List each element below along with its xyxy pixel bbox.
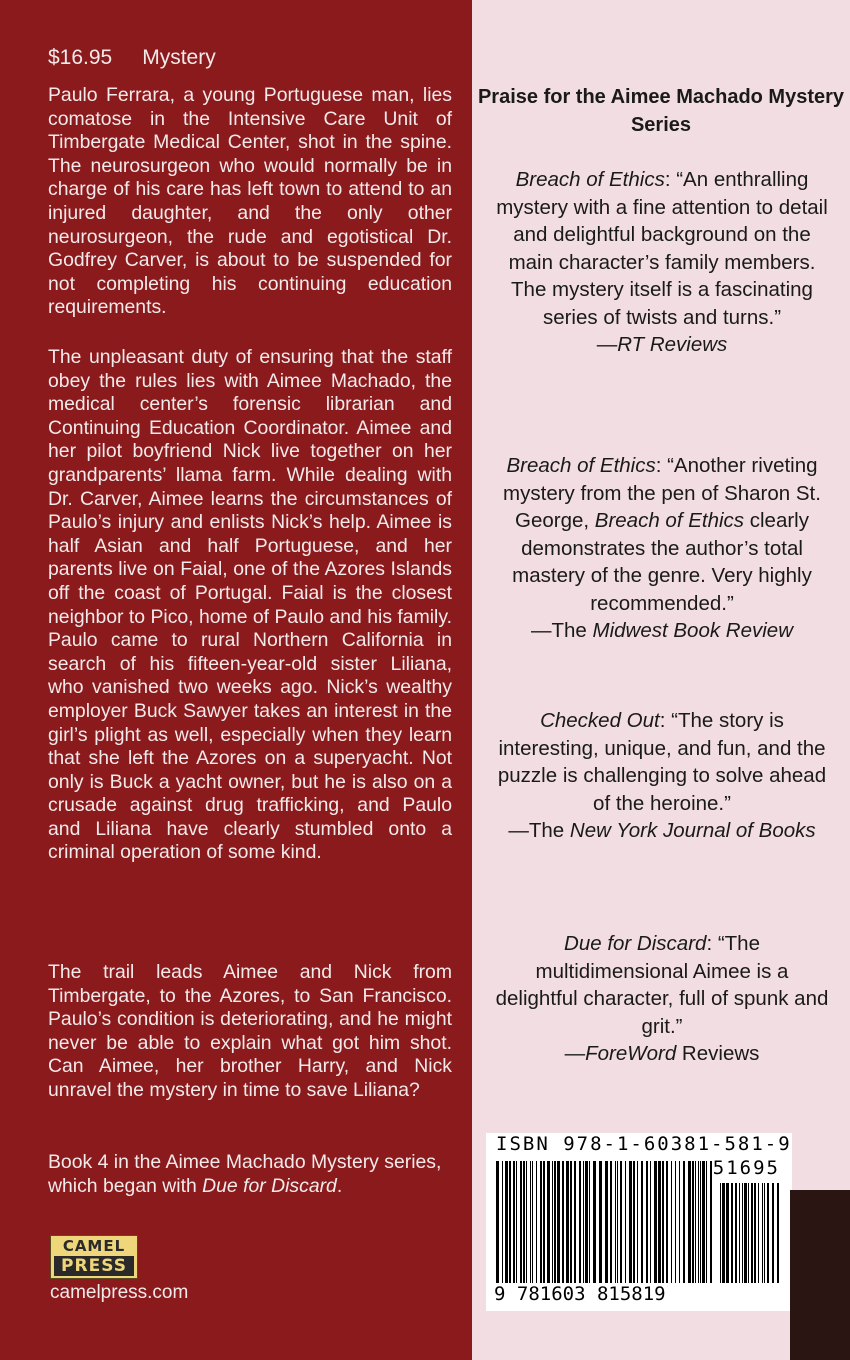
barcode-bar [748, 1183, 749, 1283]
praise-quote [492, 452, 832, 645]
barcode-bar [520, 1161, 522, 1283]
attr-prefix: —The [530, 619, 593, 642]
quote-text: : “The multidimensional Aimee is a delightful character, full of spunk and grit.” [495, 932, 829, 1038]
blurb-paragraph-3: The trail leads Aimee and Nick from Timbergate, to the Azores, to San Francisco. Paulo’s condition is deteriorating, and he might never be able to explain what got him shot. Can Aimee, her brother Harry, and Nick unravel the mystery in time to save Liliana? [48, 961, 452, 1101]
barcode-bar [579, 1161, 581, 1283]
barcode-bar [605, 1161, 608, 1283]
barcode-bar [762, 1183, 763, 1283]
series-first-title: Due for Discard [202, 1174, 337, 1197]
barcode-bar [617, 1161, 618, 1283]
barcode-bar [536, 1161, 537, 1283]
spine-edge-block [790, 1190, 850, 1360]
barcode-bars-addon [718, 1183, 782, 1283]
praise-title [472, 83, 850, 139]
barcode-bar [526, 1161, 527, 1283]
attr-prefix: — [564, 1042, 586, 1065]
quote-book-title: Checked Out [540, 709, 660, 732]
quote-attribution [492, 617, 832, 645]
barcode-bar [654, 1161, 657, 1283]
quote-attribution [492, 1040, 832, 1068]
barcode-bar [772, 1183, 774, 1283]
barcode-bar [764, 1183, 765, 1283]
barcode-bar [637, 1161, 638, 1283]
barcode-bar [523, 1161, 525, 1283]
barcode-bar [557, 1161, 560, 1283]
barcode-bar [552, 1161, 553, 1283]
quote-book-title: Due for Discard [564, 932, 707, 955]
quote-attribution [492, 817, 832, 845]
barcode-bar [695, 1161, 696, 1283]
barcode-bar [658, 1161, 661, 1283]
barcode-bar [641, 1161, 643, 1283]
barcode-bar [777, 1183, 779, 1283]
praise-quote [492, 930, 832, 1068]
price-genre-line [48, 46, 216, 70]
barcode-bar [720, 1183, 721, 1283]
barcode-bar [543, 1161, 545, 1283]
barcode-bar [692, 1161, 694, 1283]
barcode-bar [767, 1183, 769, 1283]
quote-text: : “An enthralling mystery with a fine attention to detail and delightful background on the main character’s family members. The mystery itself is a fascinating series of twists and turns.” [496, 168, 828, 329]
barcode-bar [698, 1161, 699, 1283]
barcode-bar [562, 1161, 564, 1283]
barcode-bar [700, 1161, 701, 1283]
barcode-bar [744, 1183, 747, 1283]
barcode-bar [540, 1161, 542, 1283]
barcode-bar [589, 1161, 590, 1283]
barcode-bar [735, 1183, 737, 1283]
quote-book-title: Breach of Ethics [515, 168, 665, 191]
quote-text: : “The story is interesting, unique, and fun, and the puzzle is challenging to solve ahead of the heroine.” [497, 709, 827, 815]
barcode-bar [731, 1183, 733, 1283]
quote-text-end: clearly demonstrates the author’s total mastery of the genre. Very highly recommended.” [512, 509, 812, 615]
barcode-bar [742, 1183, 743, 1283]
publisher-website: camelpress.com [50, 1282, 189, 1303]
praise-quote [492, 166, 832, 359]
barcode-bar [574, 1161, 576, 1283]
blurb-paragraph-2: The unpleasant duty of ensuring that the staff obey the rules lies with Aimee Machado, the medical center’s forensic librarian and Continuing Education Coordinator. Aimee and her pilot boyfriend Nick live together on her grandparents’ llama farm. While dealing with Dr. Carver, Aimee learns the circumstances of Paulo’s injury and enlists Nick’s help. Aimee is half Asian and half Portuguese, and her parents live on Faial, one of the Azores Islands off the coast of Portugal. Faial is the closest neighbor to Pico, home of Paulo and his family. Paulo came to rural Northern California in search of his fifteen-year-old sister Liliana, who vanished two weeks ago. Nick’s wealthy employer Buck Sawyer takes an interest in the girl’s plight as well, especially when they learn that she left the Azores on a superyacht. Not only is Buck a yacht owner, but he is also on a crusade against drug trafficking, and Paulo and Liliana have clearly stumbled onto a criminal operation of some kind. [48, 346, 452, 864]
quote-text: : “Another riveting mystery from the pen of Sharon St. George, [503, 454, 821, 532]
barcode-bar [688, 1161, 691, 1283]
series-note-end: . [336, 1174, 343, 1197]
isbn-barcode [486, 1133, 792, 1311]
attr-prefix: — [596, 333, 618, 356]
attr-suffix: Reviews [676, 1042, 760, 1065]
attr-source: RT Reviews [617, 333, 728, 356]
series-note-text: Book 4 in the Aimee Machado Mystery series, which began with [48, 1151, 442, 1197]
barcode-bar [722, 1183, 725, 1283]
blurb-paragraph-1: Paulo Ferrara, a young Portuguese man, lies comatose in the Intensive Care Unit of Timbergate Medical Center, shot in the spine. The neurosurgeon who would normally be in charge of his care has left town to attend to an injured daughter, and the only other neurosurgeon, the rude and egotistical Dr. Godfrey Carver, is about to be suspended for not completing his continuing education requirements. [48, 84, 452, 319]
price: $16.95 [48, 46, 113, 69]
barcode-bar [625, 1161, 626, 1283]
barcode-bar [683, 1161, 685, 1283]
barcode-bar [496, 1161, 499, 1283]
barcode-bar [666, 1161, 668, 1283]
isbn-label: ISBN 978-1-60381-581-9 [496, 1133, 792, 1155]
genre: Mystery [142, 46, 216, 69]
barcode-bar [505, 1161, 508, 1283]
barcode-bar [739, 1183, 740, 1283]
attr-source: ForeWord [585, 1042, 677, 1065]
attr-source: Midwest Book Review [592, 619, 794, 642]
barcode-bar [516, 1161, 517, 1283]
quote-attribution [492, 331, 832, 359]
barcode-bar [615, 1161, 616, 1283]
barcode-bar [726, 1183, 729, 1283]
barcode-bar [754, 1183, 756, 1283]
barcode-bar [570, 1161, 572, 1283]
barcode-bar [671, 1161, 672, 1283]
barcode-bar [662, 1161, 664, 1283]
barcode-bar [513, 1161, 515, 1283]
barcode-bar [554, 1161, 556, 1283]
praise-quote [492, 707, 832, 845]
barcode-bar [758, 1183, 759, 1283]
barcode-bar [710, 1161, 712, 1283]
barcode-bar [751, 1183, 753, 1283]
logo-line-1: CAMEL [62, 1237, 126, 1255]
barcode-bar [585, 1161, 588, 1283]
barcode-bar [629, 1161, 632, 1283]
barcode-digits: 9 781603 815819 [494, 1283, 666, 1305]
barcode-bar [702, 1161, 705, 1283]
barcode-bar [532, 1161, 533, 1283]
barcode-bar [502, 1161, 503, 1283]
barcode-bar [547, 1161, 550, 1283]
barcode-bar [599, 1161, 602, 1283]
barcode-bar [675, 1161, 676, 1283]
attr-prefix: —The [508, 819, 570, 842]
attr-source: New York Journal of Books [569, 819, 816, 842]
barcode-bar [650, 1161, 651, 1283]
quote-book-title: Breach of Ethics [506, 454, 656, 477]
price-code: 51695 [712, 1157, 780, 1179]
camel-press-logo [50, 1235, 138, 1279]
barcode-bar [679, 1161, 680, 1283]
quote-inline-title: Breach of Ethics [594, 509, 745, 532]
barcode-bar [593, 1161, 596, 1283]
barcode-bar [530, 1161, 531, 1283]
barcode-bar [509, 1161, 511, 1283]
barcode-bar [610, 1161, 612, 1283]
barcode-bar [566, 1161, 569, 1283]
praise-title-text: Praise for the Aimee Machado Mystery Series [477, 86, 845, 136]
barcode-bar [633, 1161, 635, 1283]
logo-line-2: PRESS [54, 1256, 134, 1276]
barcode-bar [583, 1161, 584, 1283]
barcode-bar [646, 1161, 648, 1283]
barcode-bars-main [494, 1161, 714, 1283]
barcode-bar [706, 1161, 707, 1283]
series-note [48, 1151, 452, 1198]
barcode-bar [620, 1161, 622, 1283]
